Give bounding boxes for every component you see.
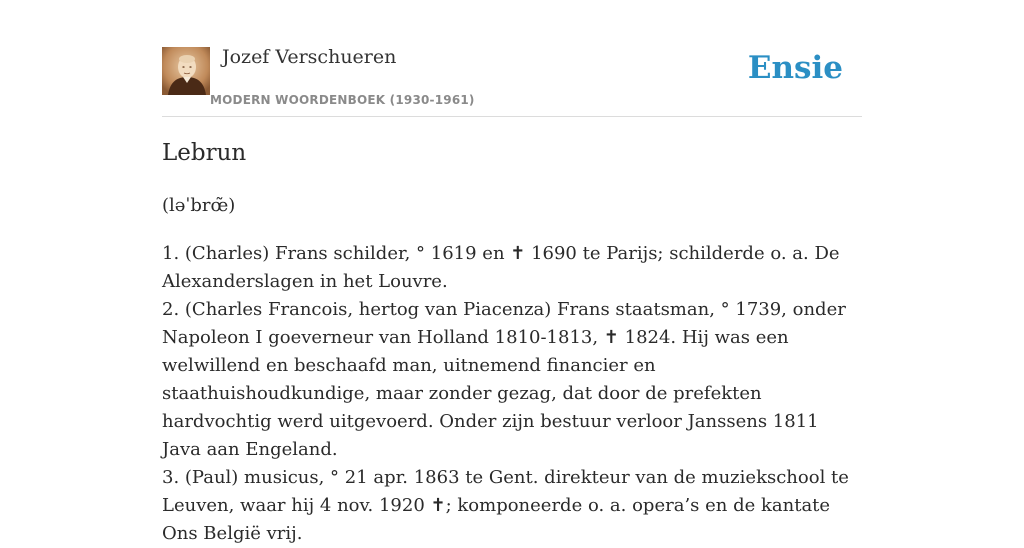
author-portrait-image: [162, 47, 210, 95]
ensie-logo[interactable]: Ensie: [747, 50, 843, 86]
entry-definition: [162, 240, 862, 548]
source-dictionary-name[interactable]: MODERN WOORDENBOEK (1930-1961): [210, 93, 475, 107]
entry-pronunciation: (ləˈbrœ̃): [162, 195, 236, 216]
definition-paragraph: 2. (Charles Francois, hertog van Piacenza) Frans staatsman, ° 1739, onder Napoleon I goeverneur van Holland 1810-1813, ✝ 1824. Hij was een welwillend en beschaafd man, uitnemend financier en staathuishoudkundige, maar zonder gezag, dat door de prefekten hardvochtig werd uitgevoerd. Onder zijn bestuur verloor Janssens 1811 Java aan Engeland.: [162, 299, 846, 460]
entry-header: [162, 44, 862, 117]
author-avatar[interactable]: [162, 47, 210, 95]
definition-paragraph: 1. (Charles) Frans schilder, ° 1619 en ✝ 1690 te Parijs; schilderde o. a. De Alexanderslagen in het Louvre.: [162, 243, 840, 292]
author-name[interactable]: Jozef Verschueren: [222, 46, 397, 68]
entry-title: Lebrun: [162, 140, 247, 166]
definition-paragraph: 3. (Paul) musicus, ° 21 apr. 1863 te Gent. direkteur van de muziekschool te Leuven, waar hij 4 nov. 1920 ✝; komponeerde o. a. opera’s en de kantate Ons België vrij.: [162, 467, 849, 544]
